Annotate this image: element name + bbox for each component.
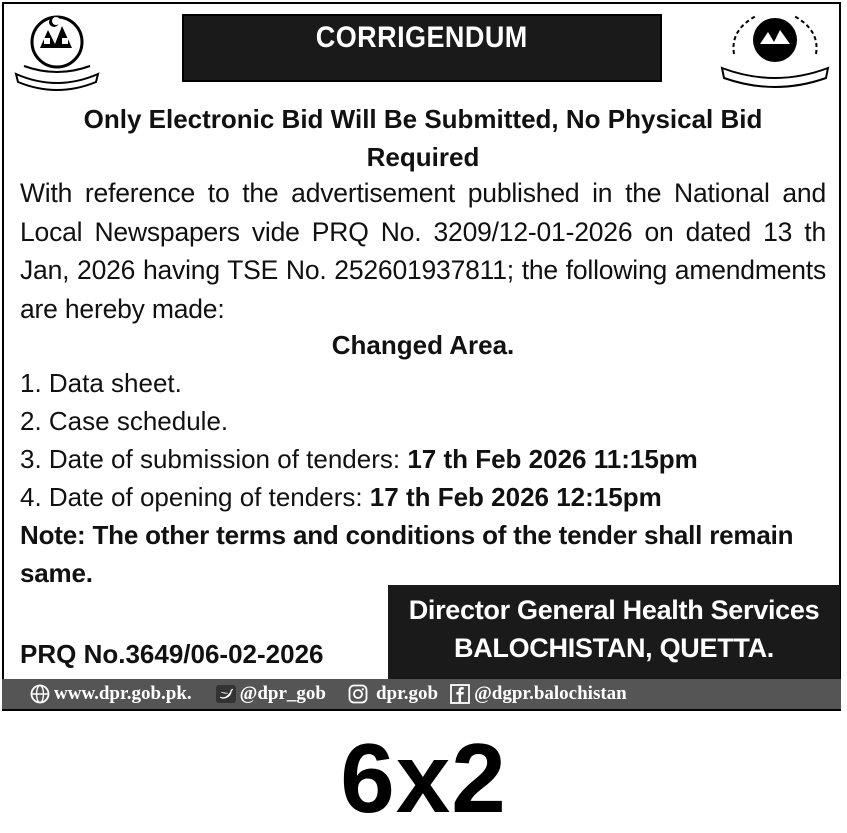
signature-location: BALOCHISTAN, QUETTA. — [454, 633, 774, 663]
footer-website[interactable]: www.dpr.gob.pk. — [30, 683, 192, 705]
ad-size-label: 6x2 — [340, 723, 507, 833]
globe-icon — [30, 684, 50, 704]
terms-note: Note: The other terms and conditions of the tender shall remain same. — [20, 520, 794, 588]
dgpr-emblem-right-logo — [716, 6, 834, 90]
notice-body: With reference to the advertisement published in the National and Local Newspapers vide PRQ No. 3209/12-01-2026 on dated 13 th Jan, 2026 having TSE No. 252601937811; the following amendments are hereby made: — [20, 178, 826, 324]
twitter-icon — [216, 684, 236, 704]
corrigendum-title: CORRIGENDUM — [316, 21, 528, 54]
amendment-item: 3. Date of submission of tenders: 17 th Feb 2026 11:15pm — [20, 444, 698, 474]
facebook-icon — [450, 684, 470, 704]
footer-facebook[interactable]: @dgpr.balochistan — [450, 683, 627, 705]
amendment-list — [20, 364, 826, 516]
balochistan-emblem-left-logo — [10, 8, 104, 92]
amendment-item: 4. Date of opening of tenders: 17 th Feb 2026 12:15pm — [20, 482, 662, 512]
notice-heading-line1: Only Electronic Bid Will Be Submitted, No Physical Bid — [83, 104, 763, 134]
amendment-item: 1. Data sheet. — [20, 368, 182, 398]
contact-footer — [2, 679, 841, 709]
prq-number: PRQ No.3649/06-02-2026 — [20, 639, 324, 669]
notice-heading — [20, 100, 826, 176]
amendment-item: 2. Case schedule. — [20, 406, 229, 436]
footer-twitter[interactable]: @dpr_gob — [216, 683, 326, 705]
corrigendum-title-box — [182, 14, 662, 82]
footer-instagram[interactable]: dpr.gob — [348, 683, 438, 705]
signature-block — [388, 585, 840, 679]
changed-area-heading: Changed Area. — [331, 330, 515, 360]
instagram-icon — [348, 684, 368, 704]
notice-heading-line2: Required — [366, 142, 480, 172]
signature-title: Director General Health Services — [408, 595, 820, 625]
